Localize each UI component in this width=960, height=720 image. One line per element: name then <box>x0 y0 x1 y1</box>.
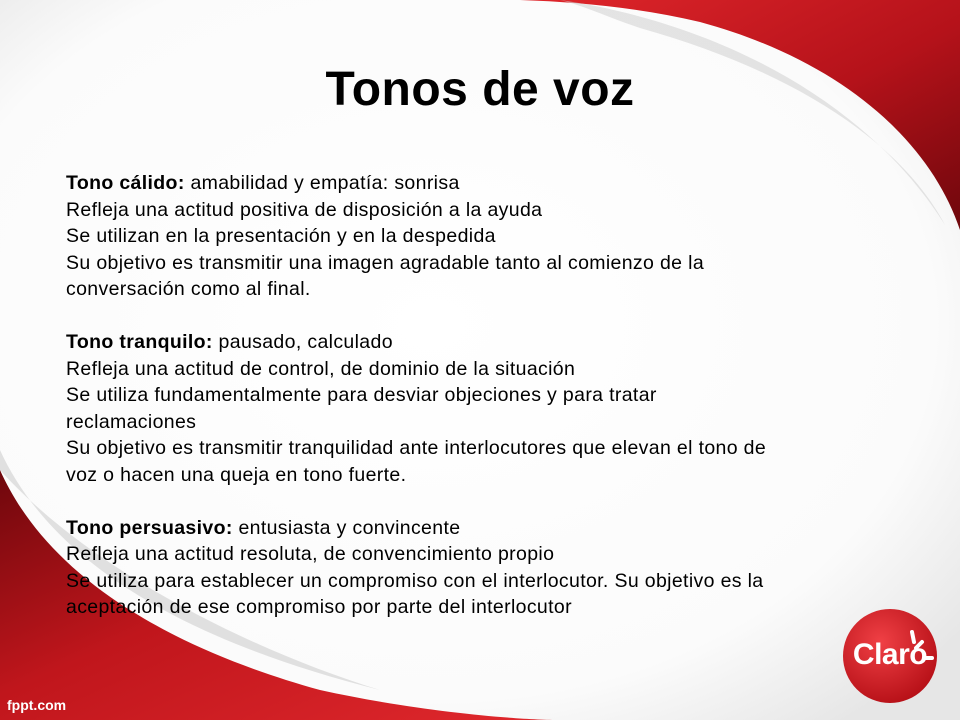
section-heading: Tono tranquilo: <box>66 331 213 353</box>
section-line: reclamaciones <box>66 410 197 433</box>
section-line: conversación como al final. <box>66 278 311 300</box>
section-heading-rest: pausado, calculado <box>212 331 393 353</box>
slide-title: Tonos de voz <box>325 63 635 116</box>
section-heading-rest: amabilidad y empatía: sonrisa <box>184 172 460 194</box>
section-persuasive-tone <box>66 515 906 621</box>
section-heading: Tono persuasivo: <box>66 516 233 539</box>
section-line: Su objetivo es transmitir una imagen agradable tanto al comienzo de la <box>66 251 705 274</box>
section-line: Refleja una actitud de control, de dominio de la situación <box>66 357 576 380</box>
section-line: voz o hacen una queja en tono fuerte. <box>66 463 407 486</box>
section-line: Su objetivo es transmitir tranquilidad ante interlocutores que elevan el tono de <box>66 437 767 459</box>
section-heading-line <box>66 170 906 197</box>
section-heading-rest: entusiasta y convincente <box>232 516 461 539</box>
section-line: Refleja una actitud resoluta, de convencimiento propio <box>66 543 555 565</box>
section-calm-tone <box>66 329 906 488</box>
section-line: aceptación de ese compromiso por parte del interlocutor <box>66 596 572 618</box>
section-heading-line <box>66 515 906 542</box>
section-warm-tone <box>66 170 906 303</box>
watermark-text: fppt.com <box>7 697 67 713</box>
section-line: Se utiliza para establecer un compromiso con el interlocutor. Su objetivo es la <box>66 569 764 592</box>
claro-logo <box>842 608 938 704</box>
section-line: Refleja una actitud positiva de disposición a la ayuda <box>66 198 543 221</box>
section-heading-line <box>66 329 906 356</box>
section-heading: Tono cálido: <box>66 172 185 194</box>
slide-body <box>66 170 906 647</box>
claro-logo-text: Claro <box>852 638 928 671</box>
section-line: Se utiliza fundamentalmente para desviar objeciones y para tratar <box>66 384 657 406</box>
section-line: Se utilizan en la presentación y en la despedida <box>66 225 496 247</box>
